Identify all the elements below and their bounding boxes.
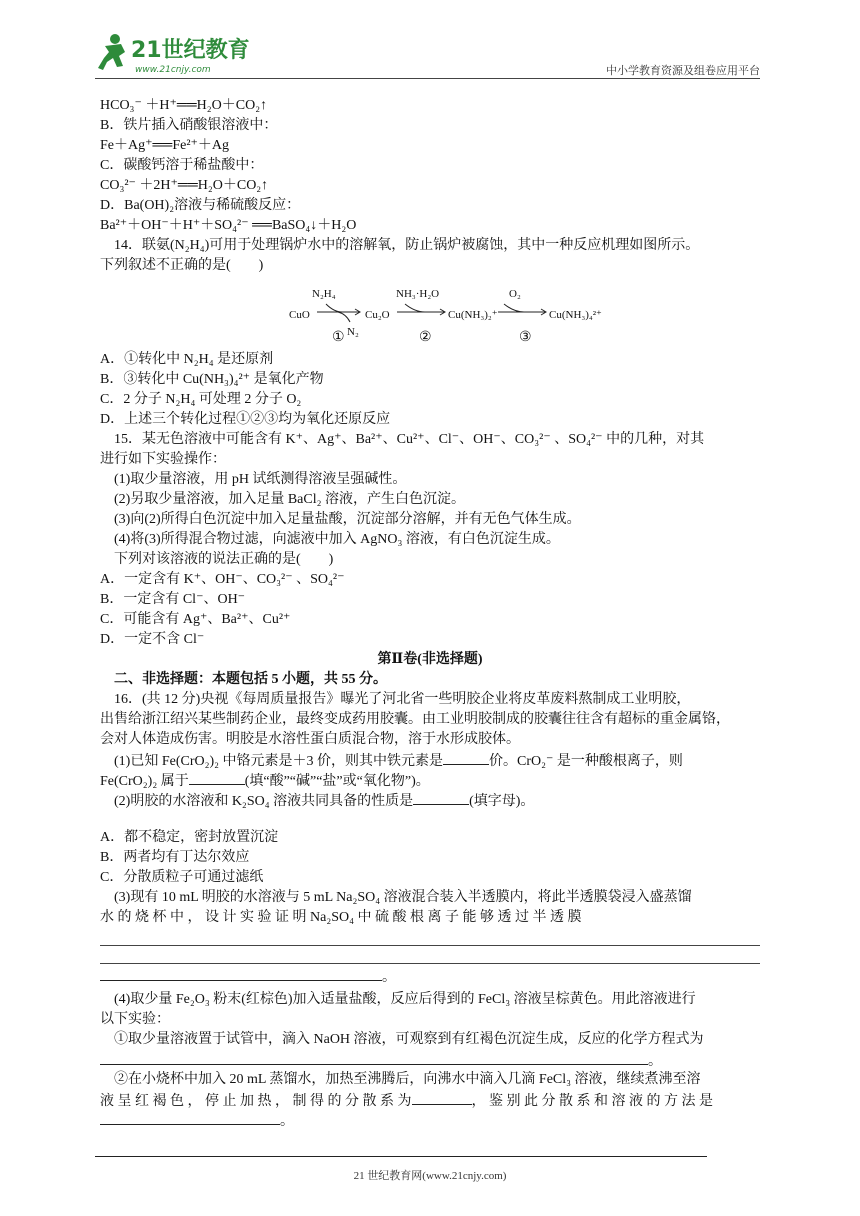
logo-url: www.21cnjy.com [135, 65, 211, 75]
answer-line-3[interactable] [100, 966, 382, 981]
reaction-mechanism-diagram [100, 278, 760, 346]
q15-option-a: A．一定含有 K⁺、OH⁻、CO₃²⁻ 、SO₄²⁻ [100, 572, 345, 587]
logo-title: 21世纪教育 [131, 38, 250, 63]
part-2-heading: 二、非选择题：本题包括 5 小题，共 55 分。 [114, 672, 387, 687]
cunh3-4-label: Cu(NH₃)₄²⁺ [549, 309, 602, 321]
q13-option-d-equation: Ba²⁺＋OH⁻＋H⁺＋SO₄²⁻ ══BaSO₄↓＋H₂O [100, 218, 357, 233]
step-2-label: ② [419, 330, 432, 345]
answer-blank-method[interactable] [100, 1110, 280, 1125]
site-name: 中小学教育资源及组卷应用平台 [606, 64, 760, 77]
q15-option-b: B．一定含有 Cl⁻、OH⁻ [100, 592, 246, 607]
q13-option-c: C．碳酸钙溶于稀盐酸中： [100, 158, 264, 173]
footer-divider [95, 1156, 707, 1157]
header-divider [95, 78, 760, 79]
q14-option-c: C．2 分子 N₂H₄ 可处理 2 分子 O₂ [100, 392, 302, 407]
logo-21cnjy [95, 30, 265, 78]
answer-line-2[interactable] [100, 949, 760, 964]
q13-option-b-equation: Fe＋Ag⁺══Fe²⁺＋Ag [100, 138, 230, 153]
answer-blank-common-property[interactable] [413, 790, 469, 805]
answer-blank-equation[interactable] [100, 1050, 648, 1065]
q16-part3-line2: 水 的 烧 杯 中 ， 设 计 实 验 证 明 Na₂SO₄ 中 硫 酸 根 离 子 能 够 透 过 半 透 膜 [100, 910, 582, 925]
cu2o-label: Cu₂O [365, 309, 390, 321]
step-1-label: ① [332, 330, 345, 345]
q15-stem: 15．某无色溶液中可能含有 K⁺、Ag⁺、Ba²⁺、Cu²⁺、Cl⁻、OH⁻、CO₃²⁻ 、SO₄²⁻ 中的几种，对其 [114, 432, 705, 447]
answer-blank-compound-class[interactable] [189, 770, 245, 785]
step-3-label: ③ [519, 330, 532, 345]
q16-part4-line4 [100, 1050, 760, 1070]
q15-step-2: (2)另取少量溶液，加入足量 BaCl₂ 溶液，产生白色沉淀。 [114, 492, 465, 507]
q15-option-c: C．可能含有 Ag⁺、Ba²⁺、Cu²⁺ [100, 612, 291, 627]
q13-option-d: D．Ba(OH)₂溶液与稀硫酸反应： [100, 198, 301, 213]
q15-step-1: (1)取少量溶液，用 pH 试纸测得溶液呈强碱性。 [114, 472, 407, 487]
period-mark-3: 。 [280, 1114, 294, 1129]
q16-part3-line3 [100, 966, 760, 986]
q16-part4-line7 [100, 1110, 760, 1130]
cuo-label: CuO [289, 309, 310, 321]
q16-option-b: B．两者均有丁达尔效应 [100, 850, 250, 865]
q16-part1-text-b: 价。CrO₂⁻ 是一种酸根离子，则 [489, 754, 683, 769]
q15-question: 下列对该溶液的说法正确的是( ) [114, 552, 334, 567]
section-2-title: 第Ⅱ卷(非选择题) [377, 652, 483, 667]
document-body [100, 96, 760, 1130]
q14-option-d: D．上述三个转化过程①②③均为氧化还原反应 [100, 412, 391, 427]
q14-stem: 14．联氨(N₂H₄)可用于处理锅炉水中的溶解氧，防止锅炉被腐蚀，其中一种反应机理如图所示。 [114, 238, 700, 253]
period-mark-1: 。 [382, 970, 396, 985]
q16-part1-line2 [100, 770, 760, 790]
q14-stem-cont: 下列叙述不正确的是( ) [100, 258, 264, 273]
q16-part4-text-b: ， 鉴 别 此 分 散 系 和 溶 液 的 方 法 是 [471, 1094, 713, 1109]
q16-part1-text-d: (填“酸”“碱”“盐”或“氧化物”)。 [244, 774, 430, 789]
q16-part4-line1: (4)取少量 Fe₂O₃ 粉末(红棕色)加入适量盐酸，反应后得到的 FeCl₃ 溶液呈棕黄色。用此溶液进行 [114, 992, 696, 1007]
q16-part4-text-a: 液 呈 红 褐 色 ， 停 止 加 热 ， 制 得 的 分 散 系 为 [100, 1094, 412, 1109]
q16-part4-line3: ①取少量溶液置于试管中，滴入 NaOH 溶液，可观察到有红褐色沉淀生成，反应的化学方程式为 [114, 1032, 704, 1047]
q16-part4-line2: 以下实验： [100, 1012, 170, 1027]
q16-stem-cont-2: 会对人体造成伤害。明胶是水溶性蛋白质混合物，溶于水形成胶体。 [100, 732, 520, 747]
q14-option-b: B．③转化中 Cu(NH₃)₄²⁺ 是氧化产物 [100, 372, 324, 387]
q16-part2-text-a: (2)明胶的水溶液和 K₂SO₄ 溶液共同具备的性质是 [114, 794, 414, 809]
n2-label: N₂ [347, 326, 359, 338]
q16-part1-text-c: Fe(CrO₂)₂ 属于 [100, 774, 189, 789]
o2-label: O₂ [509, 288, 521, 300]
q13-option-a-equation: HCO₃⁻ ＋H⁺══H₂O＋CO₂↑ [100, 98, 268, 113]
answer-blank-dispersion[interactable] [412, 1090, 472, 1105]
page-header [95, 30, 760, 82]
q14-option-a: A．①转化中 N₂H₄ 是还原剂 [100, 352, 274, 367]
q16-stem: 16．(共 12 分)央视《每周质量报告》曝光了河北省一些明胶企业将皮革废料熬制成工业明胶， [114, 692, 691, 707]
period-mark-2: 。 [648, 1054, 662, 1069]
q16-part1-text-a: (1)已知 Fe(CrO₂)₂ 中铬元素是＋3 价，则其中铁元素是 [114, 754, 444, 769]
cunh3-2-label: Cu(NH₃)₂⁺ [448, 309, 498, 321]
n2h4-label: N₂H₄ [312, 288, 336, 300]
q16-part4-line5: ②在小烧杯中加入 20 mL 蒸馏水，加热至沸腾后，向沸水中滴入几滴 FeCl₃ 溶液，继续煮沸至溶 [114, 1072, 701, 1087]
answer-blank-iron-valence[interactable] [443, 750, 489, 765]
q13-option-c-equation: CO₃²⁻ ＋2H⁺══H₂O＋CO₂↑ [100, 178, 269, 193]
q15-step-3: (3)向(2)所得白色沉淀中加入足量盐酸，沉淀部分溶解，并有无色气体生成。 [114, 512, 581, 527]
nh3h2o-label: NH₃·H₂O [396, 288, 440, 300]
q15-option-d: D．一定不含 Cl⁻ [100, 632, 205, 647]
q16-option-a: A．都不稳定，密封放置沉淀 [100, 830, 279, 845]
footer-text: 21 世纪教育网(www.21cnjy.com) [353, 1170, 507, 1182]
answer-line-1[interactable] [100, 931, 760, 946]
q15-step-4: (4)将(3)所得混合物过滤，向滤液中加入 AgNO₃ 溶液，有白色沉淀生成。 [114, 532, 560, 547]
q15-stem-cont: 进行如下实验操作： [100, 452, 226, 467]
q16-part4-line6 [100, 1090, 760, 1110]
q13-option-b: B．铁片插入硝酸银溶液中： [100, 118, 278, 133]
q16-part3-line1: (3)现有 10 mL 明胶的水溶液与 5 mL Na₂SO₄ 溶液混合装入半透膜内，将此半透膜袋浸入盛蒸馏 [114, 890, 692, 905]
q16-part2-line [100, 790, 760, 810]
q16-stem-cont-1: 出售给浙江绍兴某些制药企业，最终变成药用胶囊。由工业明胶制成的胶囊往往含有超标的重金属铬， [100, 712, 730, 727]
q16-option-c: C．分散质粒子可通过滤纸 [100, 870, 264, 885]
q16-part1-line1 [100, 750, 760, 770]
q16-part2-text-b: (填字母)。 [469, 794, 535, 809]
